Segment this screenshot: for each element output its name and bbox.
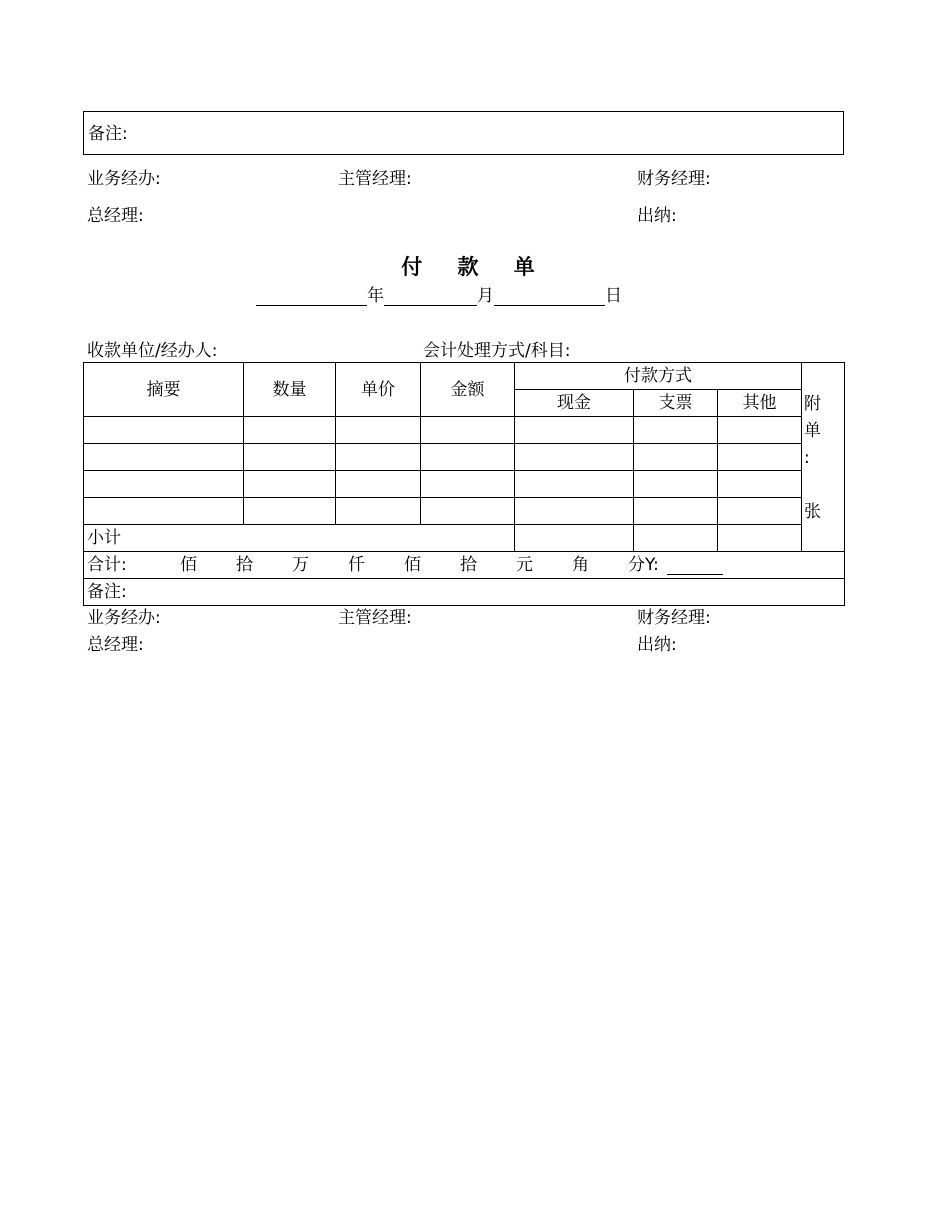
cell-summary[interactable] xyxy=(84,444,244,471)
cell-cash[interactable] xyxy=(515,498,634,525)
header-summary: 摘要 xyxy=(84,363,244,417)
attachment-fu: 附 xyxy=(804,394,821,414)
finance-manager-label: 财务经理: xyxy=(637,608,711,628)
business-agent-label: 业务经办: xyxy=(87,608,161,628)
attachment-count-space[interactable] xyxy=(804,472,844,499)
top-cashier-label: 出纳: xyxy=(637,206,677,226)
attachment-cell xyxy=(802,363,845,552)
payment-table xyxy=(83,362,845,606)
header-other: 其他 xyxy=(718,390,802,417)
day-blank[interactable] xyxy=(494,287,605,306)
subtotal-label: 小计 xyxy=(84,525,515,552)
form-remark[interactable]: 备注: xyxy=(84,579,845,606)
cell-cash[interactable] xyxy=(515,444,634,471)
cell-unit-price[interactable] xyxy=(336,471,421,498)
total-cell xyxy=(84,552,845,579)
subtotal-cheque[interactable] xyxy=(634,525,718,552)
cell-other[interactable] xyxy=(718,444,802,471)
cell-unit-price[interactable] xyxy=(336,498,421,525)
top-business-agent-label: 业务经办: xyxy=(87,169,161,189)
month-blank[interactable] xyxy=(384,287,477,306)
cell-quantity[interactable] xyxy=(244,417,336,444)
table-row xyxy=(84,498,845,525)
accounting-label: 会计处理方式/科目: xyxy=(423,341,571,361)
general-manager-label: 总经理: xyxy=(87,635,144,655)
cell-other[interactable] xyxy=(718,417,802,444)
header-unit-price: 单价 xyxy=(336,363,421,417)
total-row xyxy=(84,552,845,579)
remark-row xyxy=(84,579,845,606)
cell-summary[interactable] xyxy=(84,471,244,498)
unit-yuan: 元 xyxy=(516,555,533,575)
cell-cheque[interactable] xyxy=(634,498,718,525)
form-title: 付 款 单 xyxy=(401,255,549,279)
cell-cheque[interactable] xyxy=(634,417,718,444)
total-label: 合计: xyxy=(87,555,127,575)
top-remark-box[interactable] xyxy=(83,111,844,155)
top-remark-label: 备注: xyxy=(88,124,128,144)
cell-unit-price[interactable] xyxy=(336,417,421,444)
header-quantity: 数量 xyxy=(244,363,336,417)
cell-quantity[interactable] xyxy=(244,471,336,498)
unit-shi-2: 拾 xyxy=(460,555,477,575)
cell-summary[interactable] xyxy=(84,498,244,525)
unit-jiao: 角 xyxy=(572,555,589,575)
subtotal-row xyxy=(84,525,845,552)
header-payment-method: 付款方式 xyxy=(515,363,802,390)
day-label: 日 xyxy=(605,286,622,306)
header-cash: 现金 xyxy=(515,390,634,417)
unit-bai-2: 佰 xyxy=(404,555,421,575)
cell-other[interactable] xyxy=(718,471,802,498)
subtotal-cash[interactable] xyxy=(515,525,634,552)
attachment-dan: 单 xyxy=(804,421,821,441)
cell-cheque[interactable] xyxy=(634,471,718,498)
top-supervisor-label: 主管经理: xyxy=(338,169,412,189)
cell-cash[interactable] xyxy=(515,417,634,444)
unit-fen-yen: 分Y: xyxy=(628,555,659,575)
table-row xyxy=(84,417,845,444)
top-finance-manager-label: 财务经理: xyxy=(637,169,711,189)
unit-qian: 仟 xyxy=(348,555,365,575)
cell-amount[interactable] xyxy=(421,417,515,444)
subtotal-other[interactable] xyxy=(718,525,802,552)
cell-amount[interactable] xyxy=(421,444,515,471)
cell-other[interactable] xyxy=(718,498,802,525)
cell-amount[interactable] xyxy=(421,498,515,525)
unit-wan: 万 xyxy=(292,555,309,575)
cell-quantity[interactable] xyxy=(244,444,336,471)
month-label: 月 xyxy=(477,286,494,306)
total-amount-blank[interactable] xyxy=(667,556,723,575)
attachment-zhang: 张 xyxy=(804,502,821,522)
cell-summary[interactable] xyxy=(84,417,244,444)
top-general-manager-label: 总经理: xyxy=(87,206,144,226)
table-row xyxy=(84,471,845,498)
unit-shi: 拾 xyxy=(236,555,253,575)
payee-label: 收款单位/经办人: xyxy=(87,341,218,361)
date-line xyxy=(256,286,622,306)
table-row xyxy=(84,444,845,471)
cell-cheque[interactable] xyxy=(634,444,718,471)
supervisor-label: 主管经理: xyxy=(338,608,412,628)
cell-cash[interactable] xyxy=(515,471,634,498)
header-amount: 金额 xyxy=(421,363,515,417)
cell-quantity[interactable] xyxy=(244,498,336,525)
cell-unit-price[interactable] xyxy=(336,444,421,471)
cashier-label: 出纳: xyxy=(637,635,677,655)
year-blank[interactable] xyxy=(256,287,367,306)
cell-amount[interactable] xyxy=(421,471,515,498)
year-label: 年 xyxy=(367,286,384,306)
header-cheque: 支票 xyxy=(634,390,718,417)
unit-bai: 佰 xyxy=(180,555,197,575)
attachment-colon: : xyxy=(804,448,810,468)
